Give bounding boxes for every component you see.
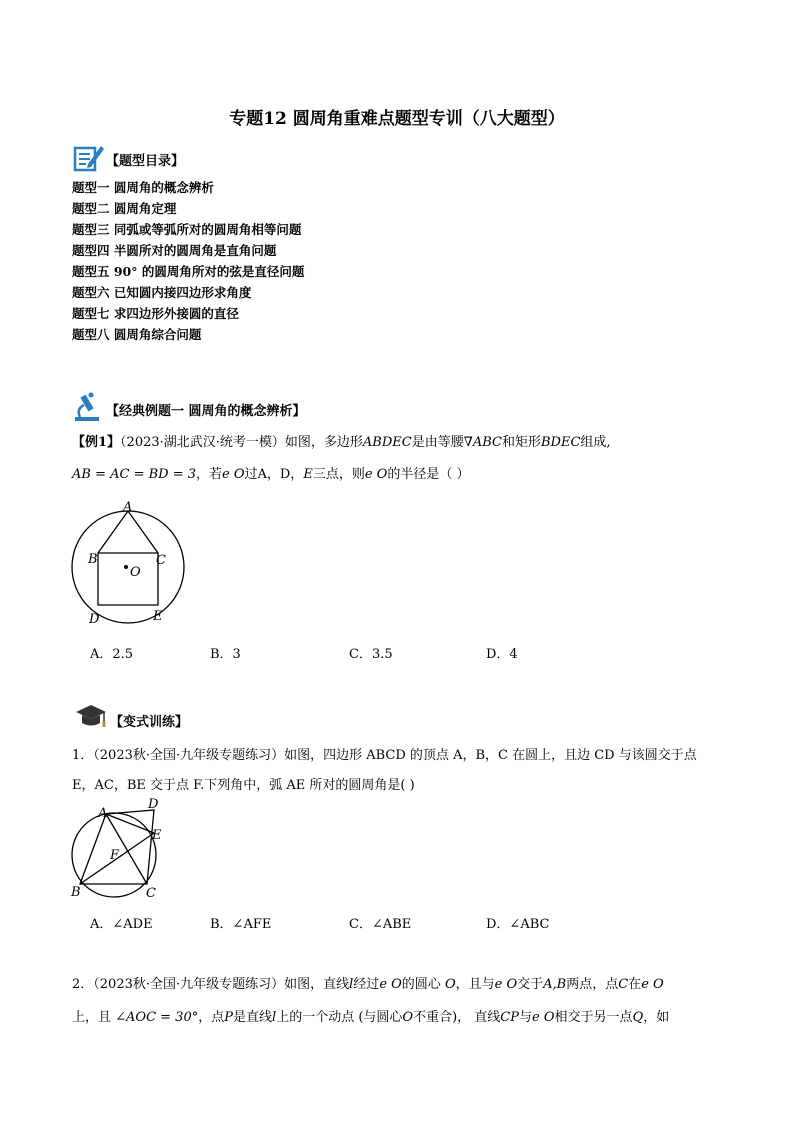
math: e O (379, 977, 402, 992)
label-o: O (130, 565, 141, 580)
text: 经过 (353, 977, 380, 992)
math: A,B (543, 977, 567, 992)
polygon-abdec (98, 511, 158, 605)
option-a[interactable]: A．2.5 (90, 647, 134, 662)
text: 在 (628, 977, 642, 992)
math: e O (641, 977, 664, 992)
toc-header: 【题型目录】 (106, 154, 185, 169)
label-e: E (152, 828, 162, 843)
example-section-header: 【经典例题一 圆周角的概念辨析】 (106, 404, 306, 419)
toc-item[interactable]: 题型六 已知圆内接四边形求角度 (72, 285, 252, 300)
q1-figure (60, 797, 180, 905)
example1-figure (60, 495, 200, 630)
label-a: A (98, 806, 108, 821)
quadrilateral-abcd (80, 810, 154, 884)
q1-option-a[interactable]: A．∠ADE (90, 917, 153, 932)
toc-item[interactable]: 题型五 90° 的圆周角所对的弦是直径问题 (72, 264, 305, 279)
text: ，点 (198, 1010, 225, 1025)
text: 的圆心 (401, 977, 445, 992)
example-source: （2023·湖北武汉·统考一模） (120, 435, 285, 450)
text: 2．（2023秋·全国·九年级专题练习）如图，直线 (72, 977, 350, 992)
q1-option-d[interactable]: D．∠ABC (486, 917, 550, 932)
math: l (349, 977, 354, 992)
text: ，如 (643, 1010, 670, 1025)
math: AB = AC = BD = 3 (72, 467, 196, 482)
math: ∇ABC (463, 435, 502, 450)
toc-item[interactable]: 题型八 圆周角综合问题 (72, 327, 202, 342)
q1-line1: 1．（2023秋·全国·九年级专题练习）如图，四边形 ABCD 的顶点 A，B，C 在圆上，且边 CD 与该圆交于点 (72, 748, 697, 763)
toc-item[interactable]: 题型二 圆周角定理 (72, 201, 177, 216)
math: Q (632, 1010, 644, 1025)
label-d: D (148, 797, 159, 812)
example1-line2 (72, 464, 469, 486)
text: 相交于另一点 (554, 1010, 633, 1025)
graduation-cap-icon (74, 703, 108, 731)
text: ，若 (196, 467, 223, 482)
example-tag: 【例1】 (72, 435, 121, 450)
label-f: F (110, 848, 120, 863)
toc-item[interactable]: 题型三 同弧或等弧所对的圆周角相等问题 (72, 222, 302, 237)
q1-option-c[interactable]: C．∠ABE (349, 917, 412, 932)
q1-line2: E，AC，BE 交于点 F.下列角中，弧 AE 所对的圆周角是( ) (72, 778, 415, 793)
toc-item[interactable]: 题型一 圆周角的概念辨析 (72, 180, 214, 195)
math: ∠AOC = 30° (115, 1010, 199, 1025)
math: BDEC (540, 435, 581, 450)
variant-section-header: 【变式训练】 (110, 715, 189, 730)
text: 交于 (517, 977, 544, 992)
text: 三点，则 (312, 467, 365, 482)
text: 与 (519, 1010, 533, 1025)
text: 的半径是（ ） (387, 467, 470, 482)
text: 过A，D， (244, 467, 304, 482)
text: ，且与 (455, 977, 495, 992)
text: 如图，多边形 (284, 435, 363, 450)
option-b[interactable]: B．3 (210, 647, 241, 662)
label-c: C (146, 886, 156, 901)
label-c: C (156, 553, 166, 568)
notepad-pencil-icon (72, 142, 106, 174)
text: 和矩形 (501, 435, 541, 450)
math: l (272, 1010, 277, 1025)
label-b: B (71, 885, 81, 900)
example1-line1 (72, 432, 611, 454)
math: O (402, 1010, 414, 1025)
text: 组成, (580, 435, 611, 450)
option-c[interactable]: C．3.5 (349, 647, 393, 662)
page-title: 专题12 圆周角重难点题型专训（八大题型） (229, 109, 565, 129)
math: E (303, 467, 313, 482)
text: 是由等腰 (411, 435, 464, 450)
label-a: A (123, 500, 133, 515)
microscope-icon (72, 391, 106, 423)
toc-item[interactable]: 题型七 求四边形外接圆的直径 (72, 306, 239, 321)
label-d: D (89, 612, 100, 627)
math: P (224, 1010, 233, 1025)
text: 两点，点 (566, 977, 619, 992)
math: e O (364, 467, 388, 482)
math: ABDEC (362, 435, 412, 450)
math: e O (494, 977, 518, 992)
math: C (618, 977, 629, 992)
option-d[interactable]: D．4 (486, 647, 518, 662)
q2-line2 (72, 1007, 669, 1029)
q2-line1 (72, 974, 664, 996)
q1-option-b[interactable]: B．∠AFE (210, 917, 272, 932)
toc-item[interactable]: 题型四 半圆所对的圆周角是直角问题 (72, 243, 277, 258)
text: 上的一个动点 (与圆心 (276, 1010, 403, 1025)
math: e O (222, 467, 245, 482)
math: e O (532, 1010, 555, 1025)
center-point (124, 565, 128, 569)
math: O (444, 977, 456, 992)
label-b: B (88, 552, 98, 567)
math: CP (500, 1010, 519, 1025)
label-e: E (153, 609, 163, 624)
text: 上，且 (72, 1010, 116, 1025)
text: 不重合)， 直线 (413, 1010, 501, 1025)
text: 是直线 (233, 1010, 273, 1025)
